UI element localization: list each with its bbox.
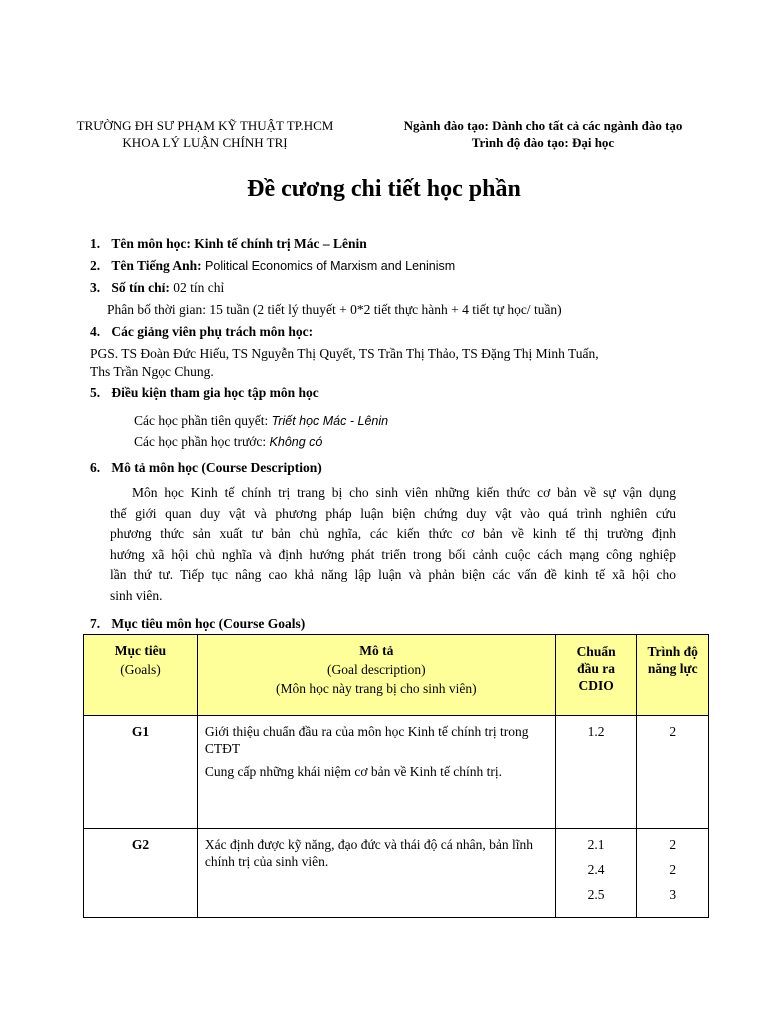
goal-level: 2 2 3 xyxy=(637,829,709,918)
goals-table xyxy=(83,634,709,918)
goal-level: 2 xyxy=(637,716,709,829)
school-name: TRƯỜNG ĐH SƯ PHẠM KỸ THUẬT TP.HCM xyxy=(76,118,334,133)
prerequisite-value: Triết học Mác - Lênin xyxy=(271,414,389,428)
prior-course-value: Không có xyxy=(269,435,323,449)
table-row xyxy=(84,829,709,918)
course-name: Tên môn học: Kinh tế chính trị Mác – Lênin xyxy=(111,236,367,251)
header-description: Mô tả (Goal description) (Môn học này trang bị cho sinh viên) xyxy=(197,635,555,716)
section-3: 3. Số tín chỉ: 02 tín chỉ xyxy=(90,280,225,295)
field-line: Ngành đào tạo: Dành cho tất cả các ngành đào tạo xyxy=(403,118,683,133)
time-allocation: Phân bố thời gian: 15 tuần (2 tiết lý thuyết + 0*2 tiết thực hành + 4 tiết tự học/ tuần) xyxy=(107,302,562,317)
section-7: 7. Mục tiêu môn học (Course Goals) xyxy=(90,616,306,631)
goal-cdio: 1.2 xyxy=(555,716,637,829)
header-level: Trình độ năng lực xyxy=(637,635,709,716)
section-1: 1. Tên môn học: Kinh tế chính trị Mác – Lênin xyxy=(90,236,367,251)
goal-id: G2 xyxy=(84,829,198,918)
goal-description: Xác định được kỹ năng, đạo đức và thái độ cá nhân, bản lĩnh chính trị của sinh viên. xyxy=(197,829,555,918)
prior-course: Các học phần học trước: Không có xyxy=(134,434,323,449)
section-4: 4. Các giảng viên phụ trách môn học: xyxy=(90,324,314,339)
lecturers-line-1: PGS. TS Đoàn Đức Hiếu, TS Nguyễn Thị Quyết, TS Trần Thị Thảo, TS Đặng Thị Minh Tuấn, xyxy=(90,346,599,361)
goal-description: Giới thiệu chuẩn đầu ra của môn học Kinh tế chính trị trong CTĐT Cung cấp những khái niệm cơ bản về Kinh tế chính trị. xyxy=(197,716,555,829)
school-header xyxy=(60,117,350,151)
program-header xyxy=(385,117,701,151)
course-description: Môn học Kinh tế chính trị trang bị cho sinh viên những kiến thức cơ bản về sự vận dụng thế giới quan duy vật và phương pháp luận biện chứng duy vật vào quá trình nghiên cứu phương thức sản xuất tư bản chủ nghĩa, các kiến thức cơ bản về kinh tế thị trường định hướng xã hội chủ nghĩa và định hướng phát triển trong bối cảnh cuộc cách mạng công nghiệp lần thứ tư. Tiếp tục nâng cao khả năng lập luận và phản biện các vấn đề kinh tế xã hội cho sinh viên. xyxy=(110,485,676,603)
table-row xyxy=(84,716,709,829)
faculty-name: KHOA LÝ LUẬN CHÍNH TRỊ xyxy=(122,135,288,150)
page-title: Đề cương chi tiết học phần xyxy=(247,176,521,202)
section-2: 2. Tên Tiếng Anh: Political Economics of Marxism and Leninism xyxy=(90,258,456,273)
english-name: Political Economics of Marxism and Leninism xyxy=(205,259,456,273)
header-cdio: Chuẩn đầu ra CDIO xyxy=(555,635,637,716)
prerequisite: Các học phần tiên quyết: Triết học Mác - Lênin xyxy=(134,413,389,428)
table-header-row xyxy=(84,635,709,716)
credits-value: 02 tín chỉ xyxy=(173,280,225,295)
goal-id: G1 xyxy=(84,716,198,829)
section-6: 6. Mô tả môn học (Course Description) xyxy=(90,460,322,475)
goal-cdio: 2.1 2.4 2.5 xyxy=(555,829,637,918)
section-5: 5. Điều kiện tham gia học tập môn học xyxy=(90,385,319,400)
lecturers-line-2: Ths Trần Ngọc Chung. xyxy=(90,364,214,379)
header-goals: Mục tiêu (Goals) xyxy=(84,635,198,716)
level-line: Trình độ đào tạo: Đại học xyxy=(471,135,615,150)
